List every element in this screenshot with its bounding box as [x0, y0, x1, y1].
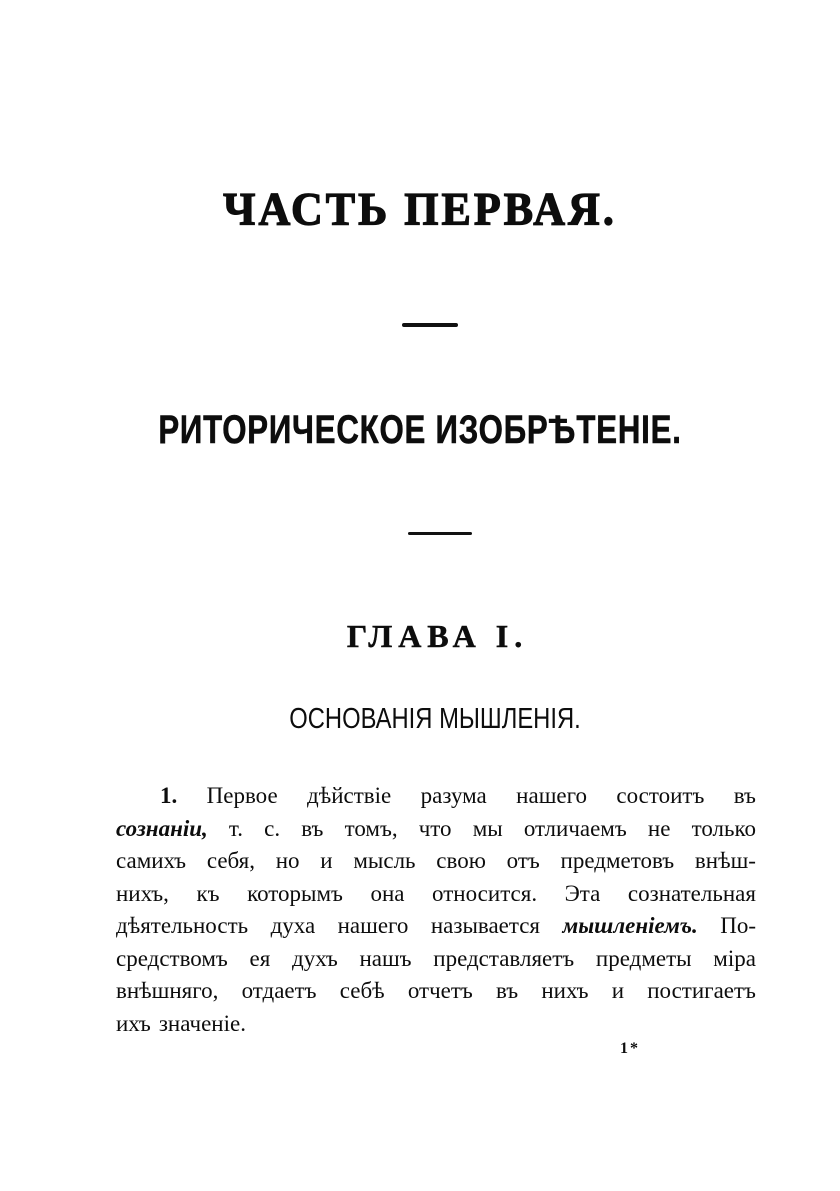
word: и: [320, 848, 333, 873]
word: которымъ: [247, 880, 343, 906]
chapter-title: ГЛАВА I.: [346, 618, 529, 654]
word: въ: [733, 783, 756, 808]
word: сознательная: [627, 880, 756, 906]
word: не: [647, 815, 671, 841]
word: въ: [496, 978, 519, 1003]
word: нашего: [337, 913, 409, 938]
word: разума: [420, 783, 487, 808]
word: представляетъ: [433, 945, 575, 971]
word: отчетъ: [407, 978, 473, 1003]
paragraph-line: [116, 845, 756, 878]
word: мы: [472, 815, 503, 841]
word: внѣш-: [694, 848, 756, 873]
word: внѣшняго,: [116, 978, 219, 1003]
word: себѣ: [339, 978, 385, 1003]
word: значеніе.: [158, 1010, 246, 1036]
word: только: [691, 815, 756, 841]
paragraph-line: [116, 910, 756, 943]
word: относится.: [432, 880, 538, 906]
ornamental-rule: [402, 323, 458, 327]
word: дѣйствіе: [307, 783, 392, 808]
word: свою: [436, 848, 486, 873]
section-title: РИТОРИЧЕСКОЕ ИЗОБРѢТЕНІЕ.: [158, 408, 682, 452]
word: постигаетъ: [647, 978, 756, 1003]
word: т.: [228, 815, 243, 841]
word: состоитъ: [616, 783, 705, 808]
word: самихъ: [116, 848, 187, 873]
word: себя,: [206, 848, 255, 873]
word: что: [418, 815, 452, 841]
word: духа: [270, 913, 316, 938]
paragraph-line: [116, 975, 756, 1008]
emphasized-word: мышленіемъ.: [562, 913, 698, 938]
word: нашего: [516, 783, 587, 808]
paragraph-line: [116, 780, 756, 813]
word: она: [370, 880, 405, 906]
word: духъ: [292, 945, 338, 971]
printer-signature-mark: 1*: [620, 1040, 640, 1057]
paragraph-body: [116, 780, 756, 1040]
word: нихъ: [541, 978, 589, 1003]
word: дѣятельность: [116, 913, 249, 938]
word: отъ: [506, 848, 540, 873]
word: въ: [301, 815, 324, 841]
word: ея: [249, 945, 271, 971]
paragraph-line: [116, 1008, 756, 1041]
paragraph-number: 1.: [160, 783, 178, 808]
word: ихъ: [116, 1010, 151, 1036]
paragraph-line: [116, 943, 756, 976]
word: называется: [430, 913, 541, 938]
word: с.: [264, 815, 281, 841]
emphasized-word: сознаніи,: [116, 815, 208, 841]
section-rule: [408, 532, 472, 535]
word: къ: [196, 880, 220, 906]
paragraph-line: [116, 813, 756, 846]
part-title: ЧАСТЬ ПЕРВАЯ.: [223, 183, 617, 236]
word: средствомъ: [116, 945, 228, 971]
word: Первое: [206, 783, 278, 808]
word: и: [611, 978, 625, 1003]
word: мысль: [353, 848, 416, 873]
word: предметы: [595, 945, 692, 971]
word: отдаетъ: [241, 978, 317, 1003]
word: нашъ: [359, 945, 412, 971]
word: но: [275, 848, 300, 873]
word: Эта: [564, 880, 601, 906]
word: предметовъ: [560, 848, 675, 873]
word: нихъ,: [116, 880, 169, 906]
word: міра: [713, 945, 756, 971]
word: томъ,: [344, 815, 398, 841]
word: По-: [720, 913, 756, 938]
paragraph-line: [116, 878, 756, 911]
word: отличаемъ: [523, 815, 627, 841]
chapter-subtitle: ОСНОВАНІЯ МЫШЛЕНІЯ.: [289, 703, 581, 735]
